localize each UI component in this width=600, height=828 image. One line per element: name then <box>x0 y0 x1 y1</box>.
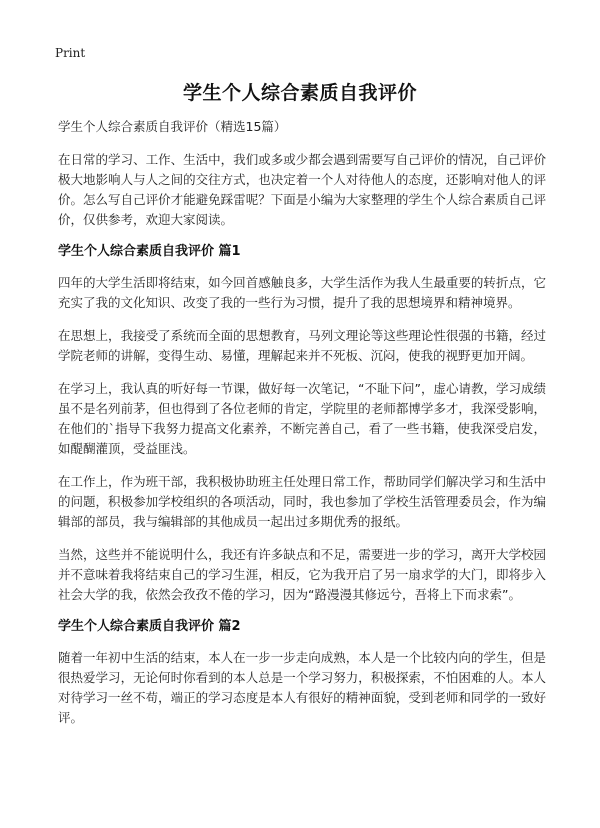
intro-paragraph: 在日常的学习、工作、生活中，我们或多或少都会遇到需要写自己评价的情况，自己评价极大地影响人与人之间的交往方式，也决定着一个人对待他人的态度，还影响对他人的评价。怎么写自己评价才能避免踩雷呢？下面是小编为大家整理的学生个人综合素质自己评价，仅供参考，欢迎大家阅读。 <box>58 152 546 227</box>
section-paragraph: 随着一年初中生活的结束，本人在一步一步走向成熟，本人是一个比较内向的学生，但是很热爱学习，无论何时你看到的本人总是一个学习努力，积极探索，不怕困难的人。本人对待学习一丝不苟，端正的学习态度是本人有很好的精神面貌，受到老师和同学的一致好评。 <box>58 650 546 725</box>
document-subtitle: 学生个人综合素质自我评价（精选15篇） <box>58 119 287 134</box>
section-1 <box>58 243 546 605</box>
section-paragraph: 在学习上，我认真的听好每一节课，做好每一次笔记，“不耻下问”，虚心请教，学习成绩虽不是名列前茅，但也得到了各位老师的肯定，学院里的老师都博学多才，我深受影响，在他们的`指导下我努力提高文化素养，不断完善自己，看了一些书籍，使我深受启发，如醍醐灌顶，受益匪浅。 <box>58 381 546 456</box>
section-paragraph: 当然，这些并不能说明什么，我还有许多缺点和不足，需要进一步的学习，离开大学校园并不意味着我将结束自己的学习生涯，相反，它为我开启了另一扇求学的大门，即将步入社会大学的我，依然会孜孜不倦的学习，因为“路漫漫其修远兮，吾将上下而求索”。 <box>58 547 546 602</box>
section-paragraph: 四年的大学生活即将结束，如今回首感触良多，大学生活作为我人生最重要的转折点，它充实了我的文化知识、改变了我的一些行为习惯，提升了我的思想境界和精神境界。 <box>58 275 546 310</box>
section-2 <box>58 618 546 728</box>
page-title: 学生个人综合素质自我评价 <box>182 82 417 104</box>
print-link[interactable]: Print <box>55 46 86 60</box>
section-paragraph: 在工作上，作为班干部，我积极协助班主任处理日常工作，帮助同学们解决学习和生活中的问题，积极参加学校组织的各项活动，同时，我也参加了学校生活管理委员会，作为编辑部的部员，我与编辑部的其他成员一起出过多期优秀的报纸。 <box>58 474 546 529</box>
document-body <box>58 118 546 741</box>
section-heading: 学生个人综合素质自我评价 篇2 <box>58 619 241 634</box>
section-heading: 学生个人综合素质自我评价 篇1 <box>58 244 241 259</box>
section-paragraph: 在思想上，我接受了系统而全面的思想教育，马列文理论等这些理论性很强的书籍，经过学院老师的讲解，变得生动、易懂，理解起来并不死板、沉闷，使我的视野更加开阔。 <box>58 328 546 363</box>
